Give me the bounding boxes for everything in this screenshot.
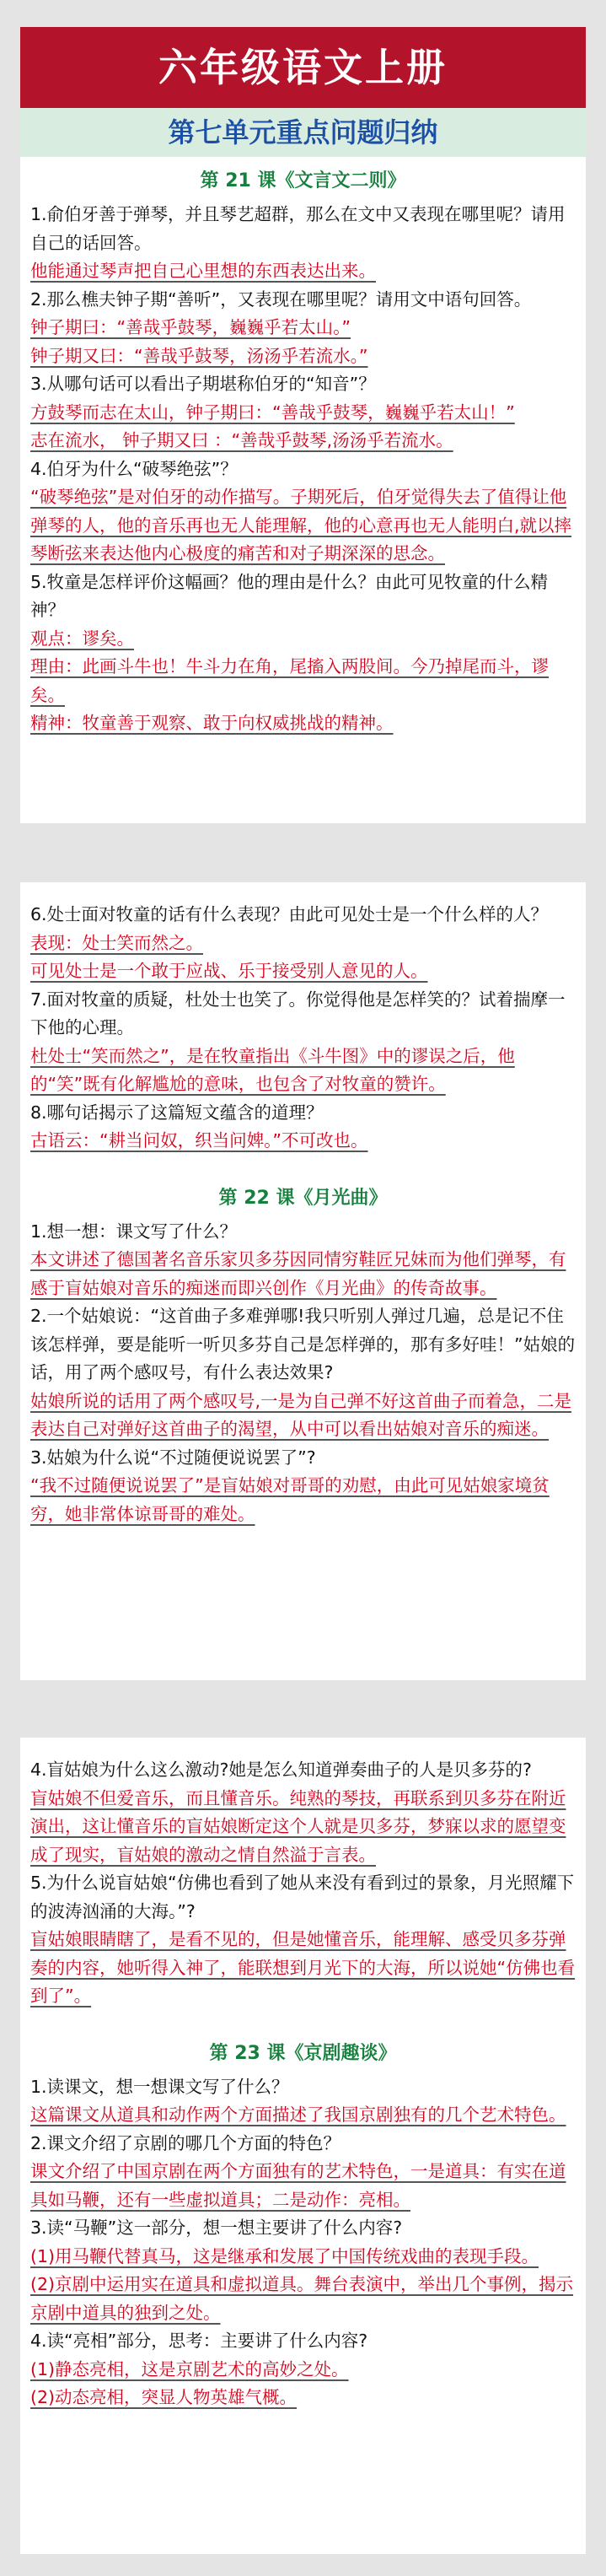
card-page-1	[20, 27, 586, 823]
answer: 方鼓琴而志在太山，钟子期曰：“善哉乎鼓琴，巍巍乎若太山！”	[30, 401, 515, 423]
answer: (1)用马鞭代替真马，这是继承和发展了中国传统戏曲的表现手段。	[30, 2245, 539, 2266]
lesson-heading-22: 第 22 课《月光曲》	[218, 1187, 388, 1209]
question: 1.读课文，想一想课文写了什么？	[30, 2076, 289, 2097]
answer: “破琴绝弦”是对伯牙的动作描写。子期死后，伯牙觉得失去了值得让他弹琴的人，他的音乐再也无人能理解，他的心意再也无人能明白,就以摔琴断弦来表达他内心极度的痛苦和对子期深深的思念。	[30, 487, 572, 563]
question: 6.处士面对牧童的话有什么表现？由此可见处士是一个什么样的人？	[30, 904, 549, 924]
question: 2.一个姑娘说：“这首曲子多难弹哪!我只听别人弹过几遍，总是记不住该怎样弹，要是能听一听贝多芬自己是怎样弹的，那有多好哇！”姑娘的话，用了两个感叹号，有什么表达效果?	[30, 1306, 576, 1382]
page-subtitle: 第七单元重点问题归纳	[20, 108, 586, 157]
answer: (2)动态亮相，突显人物英雄气概。	[30, 2387, 298, 2407]
page-title: 六年级语文上册	[20, 27, 586, 108]
card-page-2	[20, 882, 586, 1680]
answer: 精神：牧童善于观察、敢于向权威挑战的精神。	[30, 713, 394, 733]
question: 3.从哪句话可以看出子期堪称伯牙的“知音”？	[30, 374, 376, 394]
answer: 课文介绍了中国京剧在两个方面独有的艺术特色，一是道具：有实在道具如马鞭，还有一些虚拟道具；二是动作：亮相。	[30, 2161, 566, 2210]
answer: 观点：谬矣。	[30, 628, 134, 649]
card-content	[20, 1738, 586, 2412]
answer: 古语云：“耕当问奴，织当问婢。”不可改也。	[30, 1130, 368, 1151]
answer: 盲姑娘眼睛瞎了，是看不见的，但是她懂音乐，能理解、感受贝多芬弹奏的内容，她听得入神了，能联想到月光下的大海，所以说她“仿佛也看到了”。	[30, 1929, 576, 2006]
answer: “我不过随便说说罢了”是盲姑娘对哥哥的劝慰，由此可见姑娘家境贫穷，她非常体谅哥哥的难处。	[30, 1475, 550, 1524]
answer: 盲姑娘不但爱音乐，而且懂音乐。纯熟的琴技，再联系到贝多芬在附近演出，这让懂音乐的盲姑娘断定这个人就是贝多芬，梦寐以求的愿望变成了现实，盲姑娘的激动之情自然溢于言表。	[30, 1787, 566, 1865]
question: 2.课文介绍了京剧的哪几个方面的特色？	[30, 2132, 341, 2153]
question: 5.牧童是怎样评价这幅画？他的理由是什么？由此可见牧童的什么精神？	[30, 571, 549, 620]
card-content	[20, 882, 586, 1528]
question: 8.哪句话揭示了这篇短文蕴含的道理？	[30, 1102, 324, 1123]
answer: (1)静态亮相，这是京剧艺术的高妙之处。	[30, 2358, 349, 2379]
answer: 钟子期又曰：“善哉乎鼓琴，汤汤乎若流水。”	[30, 345, 368, 366]
answer: (2)京剧中运用实在道具和虚拟道具。舞台表演中，举出几个事例，揭示京剧中道具的独到之处。	[30, 2274, 574, 2323]
question: 1.俞伯牙善于弹琴，并且琴艺超群，那么在文中又表现在哪里呢？请用自己的话回答。	[30, 204, 566, 253]
answer: 可见处士是一个敢于应战、乐于接受别人意见的人。	[30, 961, 428, 981]
answer: 理由：此画斗牛也！牛斗力在角，尾搐入两股间。今乃掉尾而斗，谬矣。	[30, 656, 549, 705]
question: 4.伯牙为什么“破琴绝弦”？	[30, 458, 238, 479]
card-page-3	[20, 1738, 586, 2554]
question: 1.想一想：课文写了什么？	[30, 1221, 238, 1242]
question: 2.那么樵夫钟子期“善听”，又表现在哪里呢？请用文中语句回答。	[30, 288, 532, 310]
answer: 表现：处士笑而然之。	[30, 932, 203, 953]
lesson-heading-23: 第 23 课《京剧趣谈》	[209, 2042, 397, 2064]
answer: 钟子期曰：“善哉乎鼓琴，巍巍乎若太山。”	[30, 317, 351, 337]
question: 4.盲姑娘为什么这么激动?她是怎么知道弹奏曲子的人是贝多芬的?	[30, 1760, 532, 1780]
answer: 杜处士“笑而然之”，是在牧童指出《斗牛图》中的谬误之后，他的“笑”既有化解尴尬的意味，也包含了对牧童的赞许。	[30, 1045, 515, 1094]
question: 4.读“亮相”部分，思考：主要讲了什么内容?	[30, 2331, 368, 2351]
answer: 志在流水， 钟子期又曰 ：“善哉乎鼓琴,汤汤乎若流水。	[30, 430, 453, 450]
answer: 本文讲述了德国著名音乐家贝多芬因同情穷鞋匠兄妹而为他们弹琴，有感于盲姑娘对音乐的痴迷而即兴创作《月光曲》的传奇故事。	[30, 1249, 566, 1298]
answer: 这篇课文从道具和动作两个方面描述了我国京剧独有的几个艺术特色。	[30, 2104, 566, 2125]
lesson-heading-21: 第 21 课《文言文二则》	[200, 170, 406, 191]
answer: 姑娘所说的话用了两个感叹号,一是为自己弹不好这首曲子而着急，二是表达自己对弹好这首曲子的渴望，从中可以看出姑娘对音乐的痴迷。	[30, 1390, 572, 1439]
card-content	[20, 157, 586, 738]
question: 3.读“马鞭”这一部分，想一想主要讲了什么内容?	[30, 2218, 403, 2238]
question: 3.姑娘为什么说“不过随便说说罢了”?	[30, 1447, 316, 1468]
question: 5.为什么说盲姑娘“仿佛也看到了她从来没有看到过的景象，月光照耀下的波涛汹涌的大海。”?	[30, 1873, 575, 1921]
question: 7.面对牧童的质疑，杜处士也笑了。你觉得他是怎样笑的？试着揣摩一下他的心理。	[30, 989, 566, 1037]
answer: 他能通过琴声把自己心里想的东西表达出来。	[30, 261, 376, 281]
